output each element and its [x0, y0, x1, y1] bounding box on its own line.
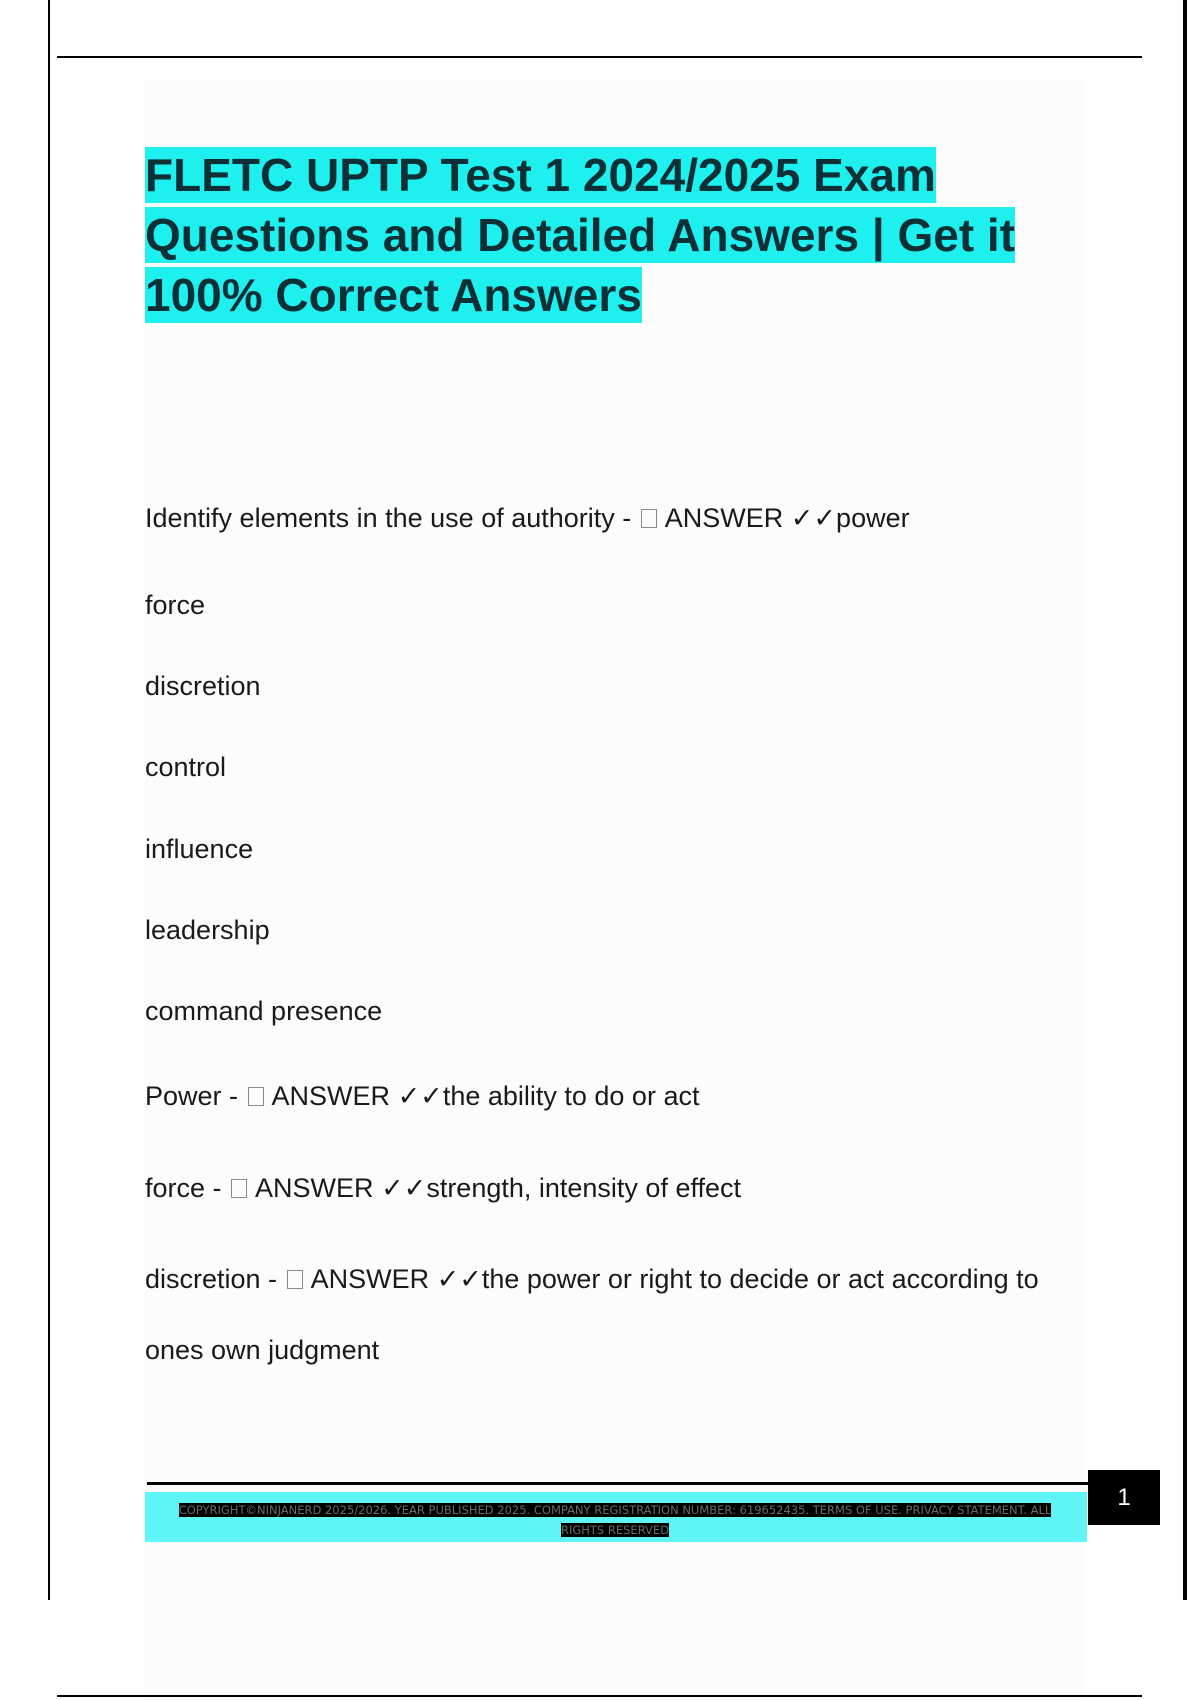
list-item: discretion [145, 671, 261, 701]
answer-label: ANSWER [658, 503, 791, 533]
page-border-left [48, 0, 50, 1600]
checkmark-icon: ✓✓ [397, 1081, 443, 1111]
qa-answer: power [836, 503, 910, 533]
footer-rule [147, 1482, 1089, 1485]
qa-term: discretion - [145, 1264, 285, 1294]
qa-term: force - [145, 1173, 230, 1203]
checkbox-placeholder-icon [231, 1179, 247, 1198]
footer-copyright-text: COPYRIGHT©NINJANERD 2025/2026. YEAR PUBLISHED 2025. COMPANY REGISTRATION NUMBER: 619652435. TERMS OF USE. PRIVACY STATEMENT. ALL RIGHTS RESERVED [178, 1503, 1052, 1537]
list-item: ones own judgment [145, 1335, 380, 1365]
qa-term: Power - [145, 1081, 246, 1111]
checkbox-placeholder-icon [287, 1270, 303, 1289]
page-number: 1 [1088, 1470, 1160, 1525]
qa-answer: the power or right to decide or act according to [481, 1264, 1039, 1294]
checkmark-icon: ✓✓ [790, 503, 837, 533]
list-item: force [145, 590, 206, 620]
document-title [145, 145, 1095, 325]
checkmark-icon: ✓✓ [436, 1264, 482, 1294]
answer-label: ANSWER [304, 1264, 437, 1294]
bottom-rule [57, 1695, 1142, 1697]
page-border-right [1183, 0, 1187, 1600]
list-item: leadership [145, 915, 270, 945]
qa-answer: the ability to do or act [442, 1081, 700, 1111]
list-item: control [145, 752, 227, 782]
checkmark-icon: ✓✓ [381, 1173, 427, 1203]
qa-entry [145, 1081, 699, 1112]
list-item: influence [145, 834, 254, 864]
list-item: command presence [145, 996, 383, 1026]
answer-label: ANSWER [265, 1081, 398, 1111]
checkbox-placeholder-icon [248, 1087, 264, 1106]
header-rule [57, 56, 1142, 58]
qa-term: Identify elements in the use of authority - [145, 503, 639, 533]
footer-copyright [170, 1500, 1060, 1540]
qa-entry [145, 1173, 741, 1204]
checkbox-placeholder-icon [641, 509, 657, 528]
answer-label: ANSWER [249, 1173, 382, 1203]
qa-entry [145, 1264, 1039, 1295]
document-title-text: FLETC UPTP Test 1 2024/2025 Exam Questions and Detailed Answers | Get it 100% Correct Answers [145, 149, 1016, 321]
qa-answer: strength, intensity of effect [426, 1173, 741, 1203]
qa-entry [145, 503, 910, 534]
